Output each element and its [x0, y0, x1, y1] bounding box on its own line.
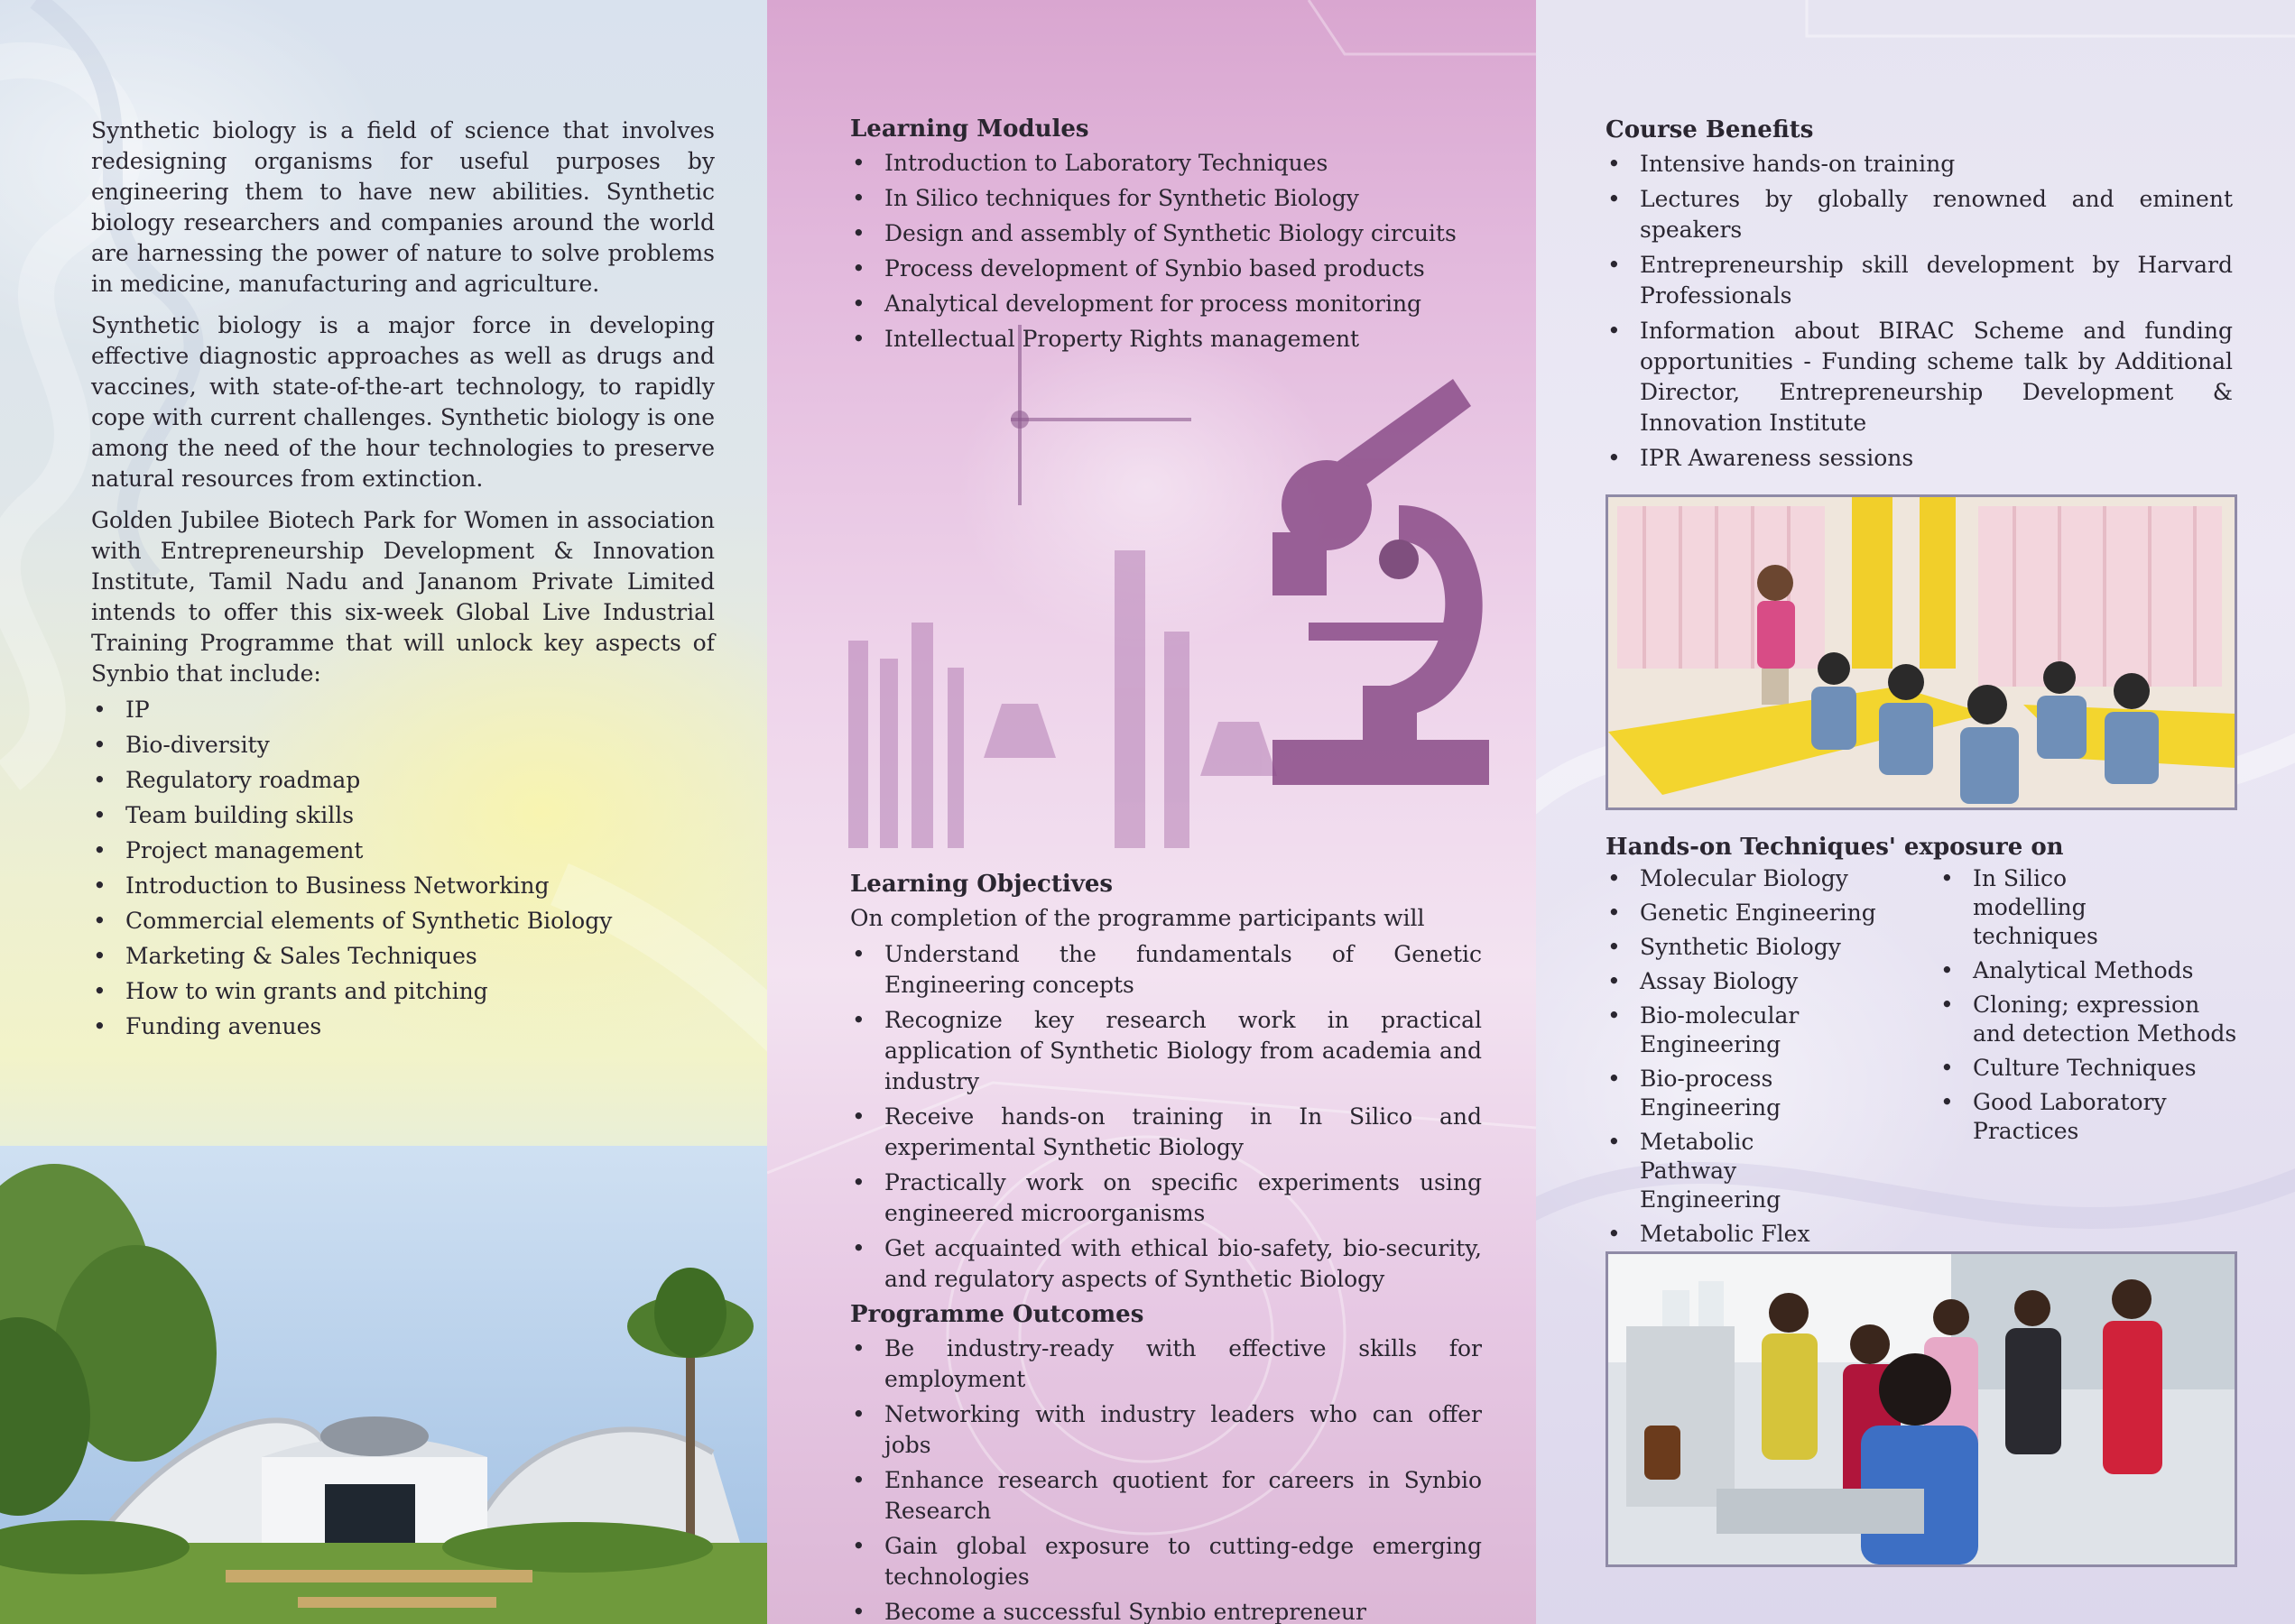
technique-item: • Bio-molecular Engineering: [1606, 1001, 1820, 1059]
technique-item: • Metabolic Pathway Engineering: [1606, 1128, 1856, 1214]
panel-learning: [767, 0, 1536, 1624]
classroom-photo: [1606, 494, 2237, 810]
benefit-item: • IPR Awareness sessions: [1606, 443, 2233, 474]
module-item: • Intellectual Property Rights management: [850, 324, 1482, 355]
panel-benefits: [1536, 0, 2295, 1624]
module-item: • Design and assembly of Synthetic Biology circuits: [850, 218, 1482, 249]
aspect-item: • Marketing & Sales Techniques: [91, 941, 715, 972]
intro-paragraph-2: Synthetic biology is a major force in developing effective diagnostic approaches as well as drugs and vaccines, with state-of-the-art technology, to rapidly cope with current challenges. Synthetic biology is one among the need of the hour technologies to preserve natural resources from extinction.: [91, 312, 715, 492]
technique-item: • Assay Biology: [1606, 967, 1903, 996]
technique-item: • Bio-process Engineering: [1606, 1065, 1903, 1122]
outcome-item: • Become a successful Synbio entrepreneur: [850, 1597, 1482, 1624]
aspect-item: • Introduction to Business Networking: [91, 871, 715, 901]
aspect-item: • How to win grants and pitching: [91, 976, 715, 1007]
intro-paragraph-3: Golden Jubilee Biotech Park for Women in association with Entrepreneurship Development & Innovation Institute, Tamil Nadu and Jananom Private Limited intends to offer this six-week Global Live Industrial Training Programme that will unlock key aspects of Synbio that include:: [91, 507, 715, 687]
outcomes-section: [850, 1299, 1482, 1624]
intro-paragraph-1: Synthetic biology is a field of science that involves redesigning organisms for useful purposes by engineering them to have new abilities. Synthetic biology researchers and companies around the world are harnessing the power of nature to solve problems in medicine, manufacturing and agriculture.: [91, 117, 715, 297]
technique-item: • Molecular Biology: [1606, 864, 1903, 893]
aspect-item: • Funding avenues: [91, 1011, 715, 1042]
objective-item: • Recognize key research work in practical application of Synthetic Biology from academia and industry: [850, 1005, 1482, 1097]
lab-training-photo: [1606, 1251, 2237, 1567]
classroom-illustration: [1608, 497, 2235, 807]
outcome-item: • Enhance research quotient for careers in Synbio Research: [850, 1465, 1482, 1527]
campus-building-photo: [0, 1146, 767, 1624]
lab-illustration: [1608, 1254, 2235, 1564]
objective-item: • Get acquainted with ethical bio-safety, bio-security, and regulatory aspects of Synthetic Biology: [850, 1233, 1482, 1295]
panel-introduction: [0, 0, 767, 1624]
aspect-item: • Bio-diversity: [91, 730, 715, 761]
benefits-section: [1606, 115, 2233, 478]
benefit-item: • Entrepreneurship skill development by Harvard Professionals: [1606, 250, 2233, 311]
benefits-list: [1606, 149, 2233, 474]
techniques-section: [1606, 832, 2273, 1247]
technique-item: • Metabolic Flex: [1606, 1220, 1820, 1278]
aspects-list: [91, 695, 715, 1047]
modules-list: [850, 148, 1482, 355]
benefit-item: • Intensive hands-on training: [1606, 149, 2233, 180]
technique-item: • Analytical Methods: [1939, 956, 2236, 985]
techniques-list-right: [1939, 864, 2236, 1151]
technique-item: • Genetic Engineering: [1606, 899, 1903, 927]
module-item: • Analytical development for process monitoring: [850, 289, 1482, 319]
module-item: • In Silico techniques for Synthetic Biology: [850, 183, 1482, 214]
objective-item: • Receive hands-on training in In Silico and experimental Synthetic Biology: [850, 1102, 1482, 1163]
objectives-list: [850, 939, 1482, 1295]
technique-item: • Good Laboratory Practices: [1939, 1088, 2180, 1146]
objectives-intro: On completion of the programme participants will: [850, 905, 1425, 931]
benefit-item: • Lectures by globally renowned and eminent speakers: [1606, 184, 2233, 245]
technique-item: • Cloning; expression and detection Methods: [1939, 991, 2244, 1048]
outcome-item: • Networking with industry leaders who can offer jobs: [850, 1399, 1482, 1461]
objectives-section: [850, 869, 1482, 1299]
objectives-heading: Learning Objectives: [850, 871, 1114, 898]
objective-item: • Understand the fundamentals of Genetic Engineering concepts: [850, 939, 1482, 1001]
aspect-item: • IP: [91, 695, 715, 725]
outcome-item: • Be industry-ready with effective skills for employment: [850, 1333, 1482, 1395]
benefits-heading: Course Benefits: [1606, 116, 1814, 143]
module-item: • Process development of Synbio based products: [850, 254, 1482, 284]
outcomes-list: [850, 1333, 1482, 1624]
aspect-item: • Team building skills: [91, 800, 715, 831]
technique-item: • Culture Techniques: [1939, 1054, 2236, 1083]
technique-item: • In Silico modelling techniques: [1939, 864, 2180, 951]
techniques-list-left: [1606, 864, 1903, 1283]
aspect-item: • Project management: [91, 835, 715, 866]
techniques-heading: Hands-on Techniques' exposure on: [1606, 834, 2064, 861]
intro-text: [91, 115, 715, 700]
outcomes-heading: Programme Outcomes: [850, 1301, 1144, 1328]
modules-heading: Learning Modules: [850, 115, 1089, 143]
module-item: • Introduction to Laboratory Techniques: [850, 148, 1482, 179]
modules-section: [850, 114, 1482, 359]
aspect-item: • Commercial elements of Synthetic Biology: [91, 906, 715, 937]
technique-item: • Synthetic Biology: [1606, 933, 1903, 962]
aspect-item: • Regulatory roadmap: [91, 765, 715, 796]
outcome-item: • Gain global exposure to cutting-edge emerging technologies: [850, 1531, 1482, 1592]
benefit-item: • Information about BIRAC Scheme and funding opportunities - Funding scheme talk by Additional Director, Entrepreneurship Development & Innovation Institute: [1606, 316, 2233, 438]
objective-item: • Practically work on specific experiments using engineered microorganisms: [850, 1167, 1482, 1229]
